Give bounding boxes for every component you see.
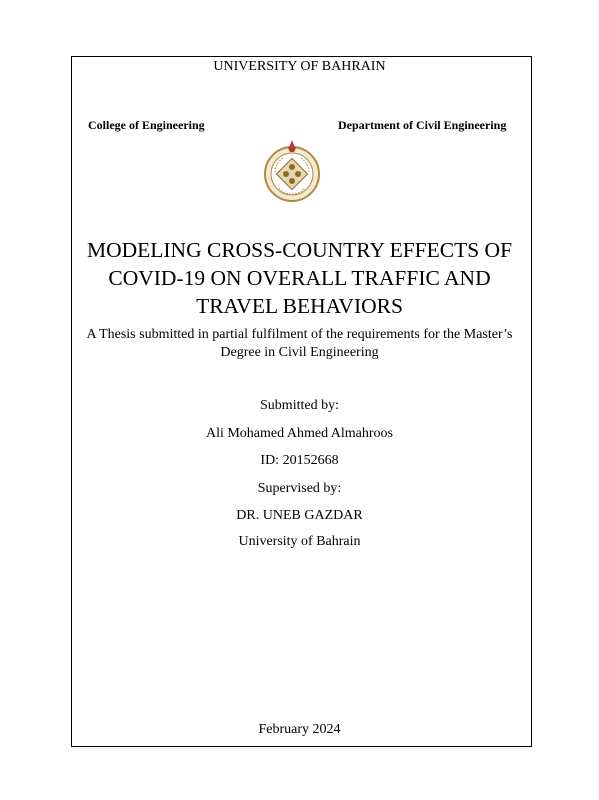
thesis-title-line-2: COVID-19 ON OVERALL TRAFFIC AND bbox=[108, 266, 491, 290]
university-name: UNIVERSITY OF BAHRAIN bbox=[213, 59, 386, 74]
thesis-title bbox=[0, 236, 599, 320]
author-name: Ali Mohamed Ahmed Almahroos bbox=[205, 426, 394, 441]
thesis-title-line-1: MODELING CROSS-COUNTRY EFFECTS OF bbox=[86, 238, 513, 262]
student-id: ID: 20152668 bbox=[260, 453, 339, 468]
supervisor-affiliation: University of Bahrain bbox=[238, 534, 361, 549]
thesis-title-line-3: TRAVEL BEHAVIORS bbox=[196, 294, 403, 318]
submission-date: February 2024 bbox=[258, 722, 341, 737]
thesis-subtitle-line-1: A Thesis submitted in partial fulfilment of the requirements for the Master’s bbox=[86, 327, 513, 342]
college-name: College of Engineering bbox=[88, 118, 205, 132]
department-name: Department of Civil Engineering bbox=[338, 118, 507, 132]
supervised-by-label: Supervised by: bbox=[257, 481, 342, 496]
thesis-subtitle bbox=[0, 326, 599, 362]
thesis-subtitle-line-2: Degree in Civil Engineering bbox=[220, 345, 379, 360]
university-seal-icon bbox=[261, 136, 323, 204]
submitted-by-label: Submitted by: bbox=[260, 398, 339, 413]
supervisor-name: DR. UNEB GAZDAR bbox=[236, 508, 363, 523]
